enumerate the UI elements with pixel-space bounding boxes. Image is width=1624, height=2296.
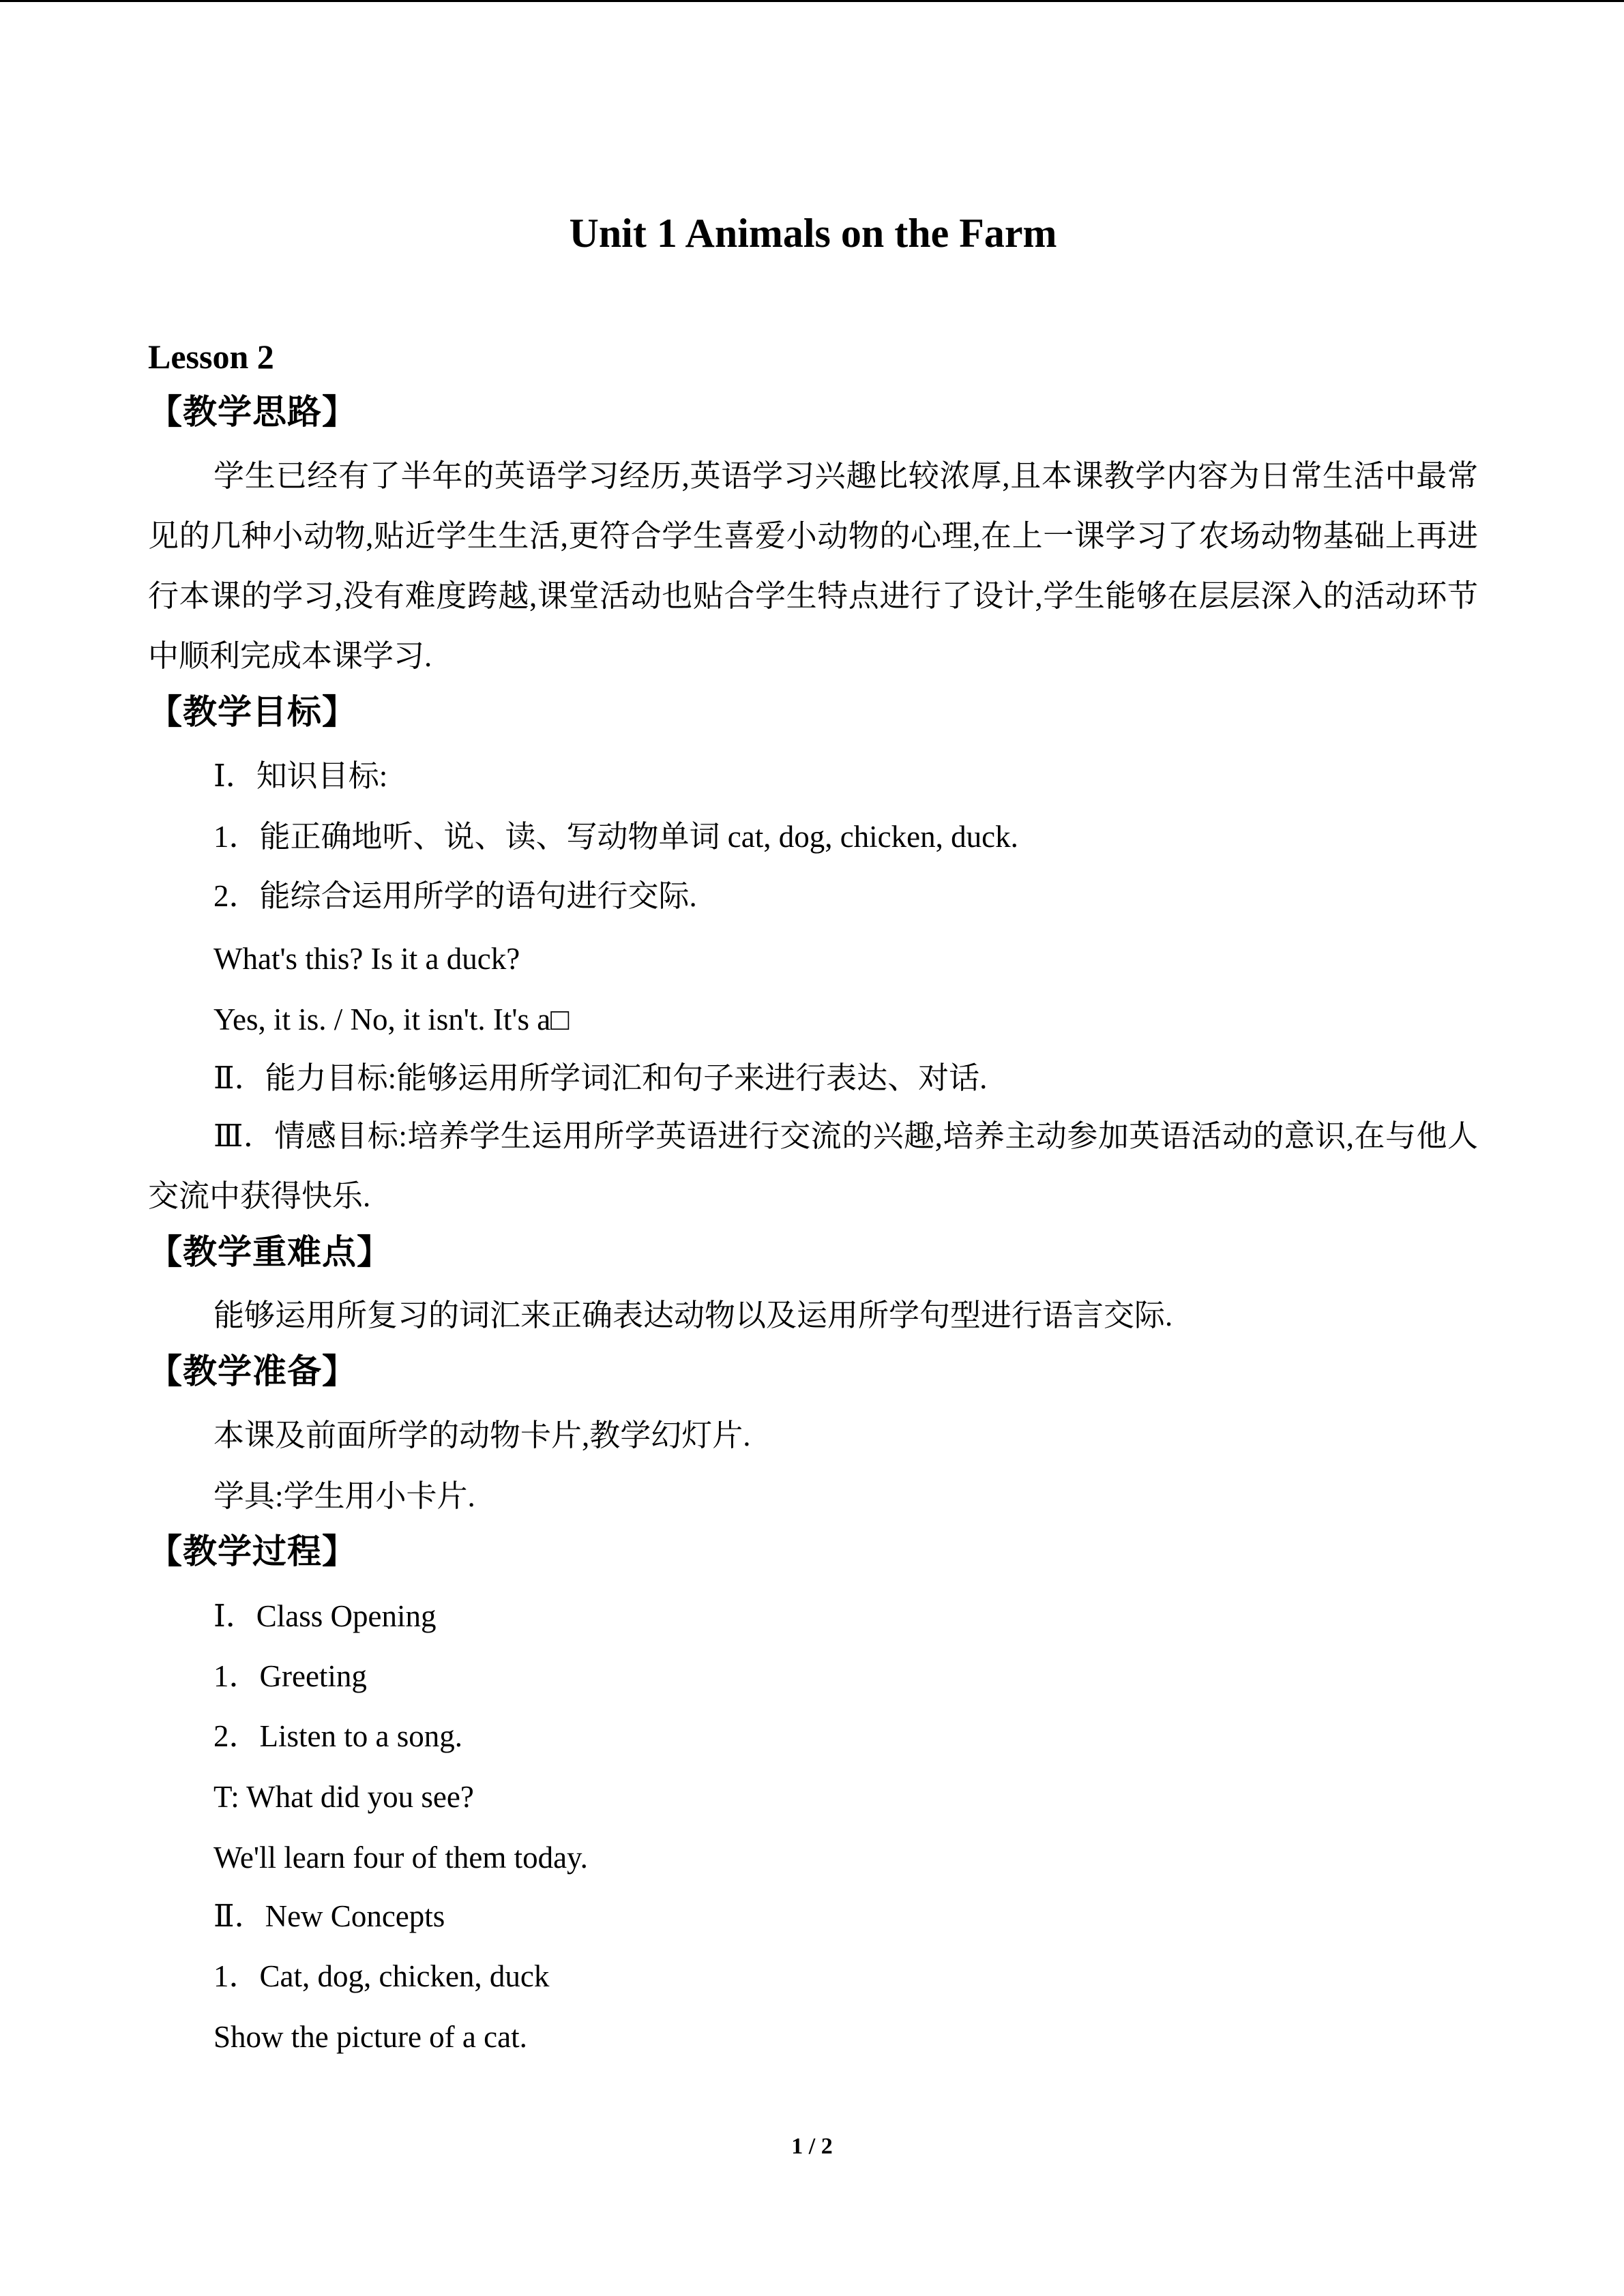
goal-dialog-question: What's this? Is it a duck? — [213, 942, 520, 976]
section-heading-process: 【教学过程】 — [148, 1532, 357, 1571]
process-step-2: Ⅱ．New Concepts — [213, 1899, 445, 1933]
thinking-paragraph: 学生已经有了半年的英语学习经历,英语学习兴趣比较浓厚,且本课教学内容为日常生活中最常见的几种小动物,贴近学生生活,更符合学生喜爱小动物的心理,在上一课学习了农场动物基础上再进行本课的学习,没有难度跨越,课堂活动也贴合学生特点进行了设计,学生能够在层层深入的活动环节中顺利完成本课学习. — [148, 459, 1478, 673]
goal-emotion: Ⅲ．情感目标:培养学生运用所学英语进行交流的兴趣,培养主动参加英语活动的意识,在与他人交流中获得快乐. — [148, 1119, 1478, 1213]
process-step-2-2: Show the picture of a cat. — [213, 2020, 527, 2054]
goal-dialog-answer: Yes, it is. / No, it isn't. It's a□ — [213, 1002, 570, 1037]
section-heading-key-points: 【教学重难点】 — [148, 1232, 392, 1272]
top-border-line — [0, 0, 1624, 2]
goal-item-1: 1．能正确地听、说、读、写动物单词 cat, dog, chicken, duck. — [213, 820, 1018, 854]
goal-ability: Ⅱ．能力目标:能够运用所学词汇和句子来进行表达、对话. — [213, 1061, 988, 1095]
lesson-label: Lesson 2 — [148, 338, 274, 376]
process-step-1-4: We'll learn four of them today. — [213, 1840, 588, 1875]
document-title: Unit 1 Animals on the Farm — [569, 211, 1057, 256]
preparation-line-2: 学具:学生用小卡片. — [213, 1479, 475, 1513]
process-step-1-2: 2．Listen to a song. — [213, 1719, 462, 1753]
key-points-text: 能够运用所复习的词汇来正确表达动物以及运用所学句型进行语言交际. — [213, 1298, 1173, 1332]
goal-item-2: 2．能综合运用所学的语句进行交际. — [213, 879, 697, 913]
section-heading-goals: 【教学目标】 — [148, 692, 357, 732]
section-heading-thinking: 【教学思路】 — [148, 392, 357, 432]
process-step-2-1: 1．Cat, dog, chicken, duck — [213, 1959, 550, 1993]
process-step-1-1: 1．Greeting — [213, 1659, 367, 1693]
section-heading-preparation: 【教学准备】 — [148, 1352, 357, 1391]
goal-knowledge: Ⅰ．知识目标: — [213, 759, 388, 793]
process-step-1-3: T: What did you see? — [213, 1780, 474, 1814]
preparation-line-1: 本课及前面所学的动物卡片,教学幻灯片. — [213, 1418, 751, 1452]
process-step-1: Ⅰ．Class Opening — [213, 1599, 437, 1633]
page-number: 1 / 2 — [791, 2134, 833, 2159]
